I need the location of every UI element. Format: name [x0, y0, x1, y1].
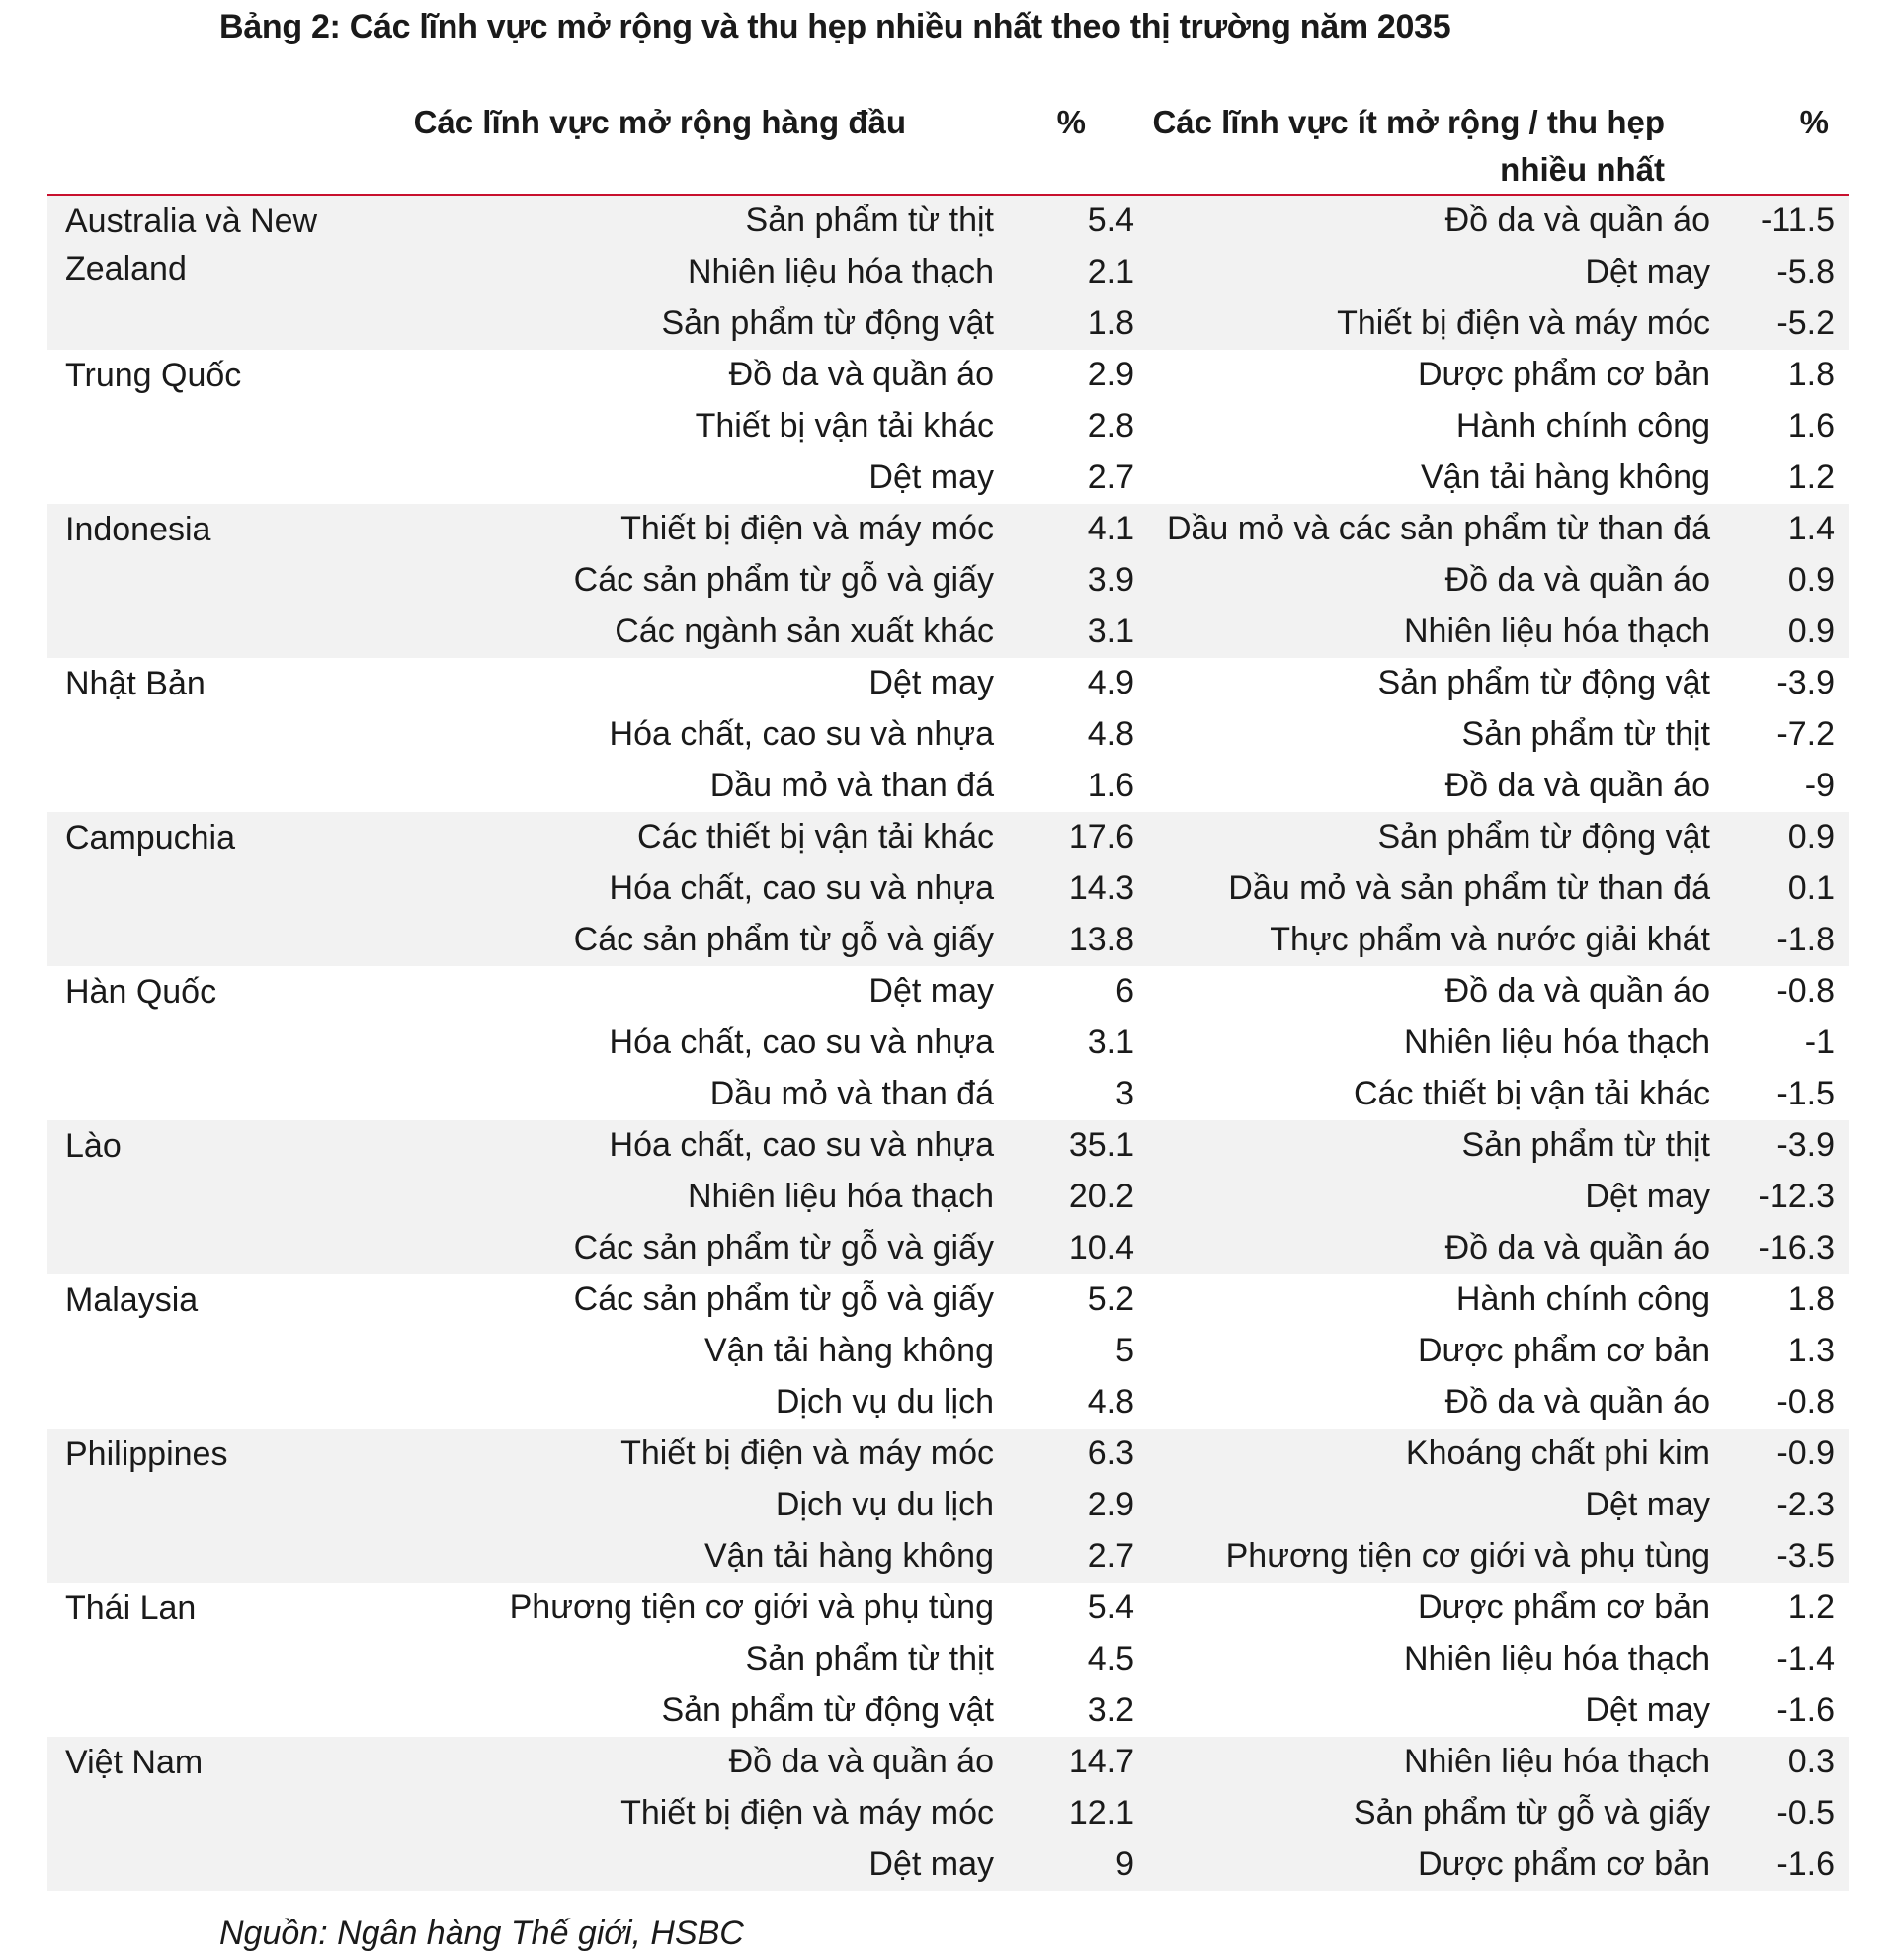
table-row — [47, 350, 1849, 401]
table-row — [47, 452, 1849, 504]
table-row — [47, 298, 1849, 350]
shrink-sector: Dầu mỏ và các sản phẩm từ than đá — [1166, 510, 1710, 547]
expand-pct: 3.1 — [1087, 612, 1134, 650]
shrink-pct: -1.5 — [1776, 1075, 1835, 1112]
expand-sector: Đồ da và quần áo — [728, 356, 994, 393]
shrink-sector: Sản phẩm từ thịt — [1461, 1126, 1710, 1164]
expand-sector: Các ngành sản xuất khác — [615, 612, 994, 650]
expand-sector: Hóa chất, cao su và nhựa — [609, 1023, 994, 1061]
expand-sector: Thiết bị điện và máy móc — [620, 1434, 994, 1472]
expand-pct: 4.9 — [1087, 664, 1134, 701]
shrink-pct: 0.9 — [1787, 818, 1835, 856]
table-row — [47, 247, 1849, 298]
expand-sector: Dệt may — [868, 664, 994, 701]
country-group — [47, 350, 1849, 504]
shrink-pct: -1 — [1804, 1023, 1835, 1061]
shrink-pct: 1.4 — [1787, 510, 1835, 547]
country-group — [47, 966, 1849, 1120]
shrink-sector: Nhiên liệu hóa thạch — [1403, 612, 1710, 650]
country-group — [47, 1583, 1849, 1737]
expand-pct: 4.5 — [1087, 1640, 1134, 1677]
expand-pct: 35.1 — [1068, 1126, 1134, 1164]
shrink-sector: Phương tiện cơ giới và phụ tùng — [1225, 1537, 1710, 1575]
expand-sector: Thiết bị điện và máy móc — [620, 510, 994, 547]
shrink-sector: Nhiên liệu hóa thạch — [1403, 1640, 1710, 1677]
table-row — [47, 1429, 1849, 1480]
table-row — [47, 658, 1849, 709]
table-row — [47, 709, 1849, 761]
shrink-pct: 1.3 — [1787, 1332, 1835, 1369]
table-row — [47, 1069, 1849, 1120]
expand-sector: Dầu mỏ và than đá — [709, 767, 994, 804]
shrink-pct: -5.8 — [1776, 253, 1835, 290]
expand-sector: Các sản phẩm từ gỗ và giấy — [573, 561, 994, 599]
shrink-pct: -7.2 — [1776, 715, 1835, 753]
table-row — [47, 1480, 1849, 1531]
expand-sector: Vận tải hàng không — [703, 1537, 994, 1575]
country-name: Philippines — [65, 1435, 228, 1473]
country-name: Trung Quốc — [65, 357, 242, 394]
shrink-pct: -0.9 — [1776, 1434, 1835, 1472]
shrink-sector: Hành chính công — [1455, 407, 1710, 445]
shrink-sector: Dệt may — [1585, 1178, 1710, 1215]
shrink-sector: Đồ da và quần áo — [1444, 1229, 1710, 1266]
shrink-pct: -11.5 — [1761, 202, 1835, 239]
header-pct-expand: % — [1056, 104, 1086, 140]
table-row — [47, 1018, 1849, 1069]
shrink-sector: Dệt may — [1585, 1486, 1710, 1523]
expand-pct: 6.3 — [1087, 1434, 1134, 1472]
country-group — [47, 1429, 1849, 1583]
expand-sector: Hóa chất, cao su và nhựa — [609, 1126, 994, 1164]
expand-pct: 12.1 — [1068, 1794, 1134, 1832]
shrink-pct: -1.6 — [1776, 1691, 1835, 1729]
shrink-sector: Đồ da và quần áo — [1444, 767, 1710, 804]
shrink-pct: 0.3 — [1787, 1743, 1835, 1780]
expand-sector: Dịch vụ du lịch — [775, 1383, 994, 1421]
expand-pct: 5 — [1115, 1332, 1134, 1369]
header-shrink-line2: nhiều nhất — [1500, 151, 1665, 188]
shrink-sector: Nhiên liệu hóa thạch — [1403, 1743, 1710, 1780]
expand-pct: 1.8 — [1087, 304, 1134, 342]
country-name: Nhật Bản — [65, 665, 206, 702]
shrink-pct: 0.9 — [1787, 612, 1835, 650]
table-row — [47, 863, 1849, 915]
expand-pct: 4.1 — [1087, 510, 1134, 547]
table-row — [47, 1788, 1849, 1839]
shrink-pct: -1.8 — [1776, 921, 1835, 958]
table-row — [47, 1737, 1849, 1788]
country-name: Việt Nam — [65, 1744, 204, 1781]
expand-pct: 4.8 — [1087, 715, 1134, 753]
expand-pct: 3.1 — [1087, 1023, 1134, 1061]
expand-pct: 20.2 — [1068, 1178, 1134, 1215]
expand-pct: 13.8 — [1068, 921, 1134, 958]
expand-sector: Sản phẩm từ động vật — [661, 1691, 994, 1729]
table-row — [47, 555, 1849, 607]
shrink-sector: Nhiên liệu hóa thạch — [1403, 1023, 1710, 1061]
table-row — [47, 1120, 1849, 1172]
shrink-pct: -12.3 — [1758, 1178, 1835, 1215]
expand-pct: 2.9 — [1087, 356, 1134, 393]
expand-pct: 4.8 — [1087, 1383, 1134, 1421]
country-group — [47, 1120, 1849, 1274]
shrink-sector: Dược phẩm cơ bản — [1417, 1332, 1710, 1369]
shrink-sector: Dược phẩm cơ bản — [1417, 1589, 1710, 1626]
shrink-sector: Đồ da và quần áo — [1444, 561, 1710, 599]
shrink-pct: -0.8 — [1776, 1383, 1835, 1421]
country-name: Australia và New Zealand — [65, 203, 318, 287]
expand-pct: 2.1 — [1087, 253, 1134, 290]
table-row — [47, 1377, 1849, 1429]
shrink-pct: -1.6 — [1776, 1845, 1835, 1883]
table-row — [47, 966, 1849, 1018]
shrink-pct: 1.8 — [1787, 356, 1835, 393]
table-row — [47, 401, 1849, 452]
table-row — [47, 607, 1849, 658]
shrink-sector: Dầu mỏ và sản phẩm từ than đá — [1228, 869, 1710, 907]
shrink-pct: -0.8 — [1776, 972, 1835, 1010]
shrink-sector: Đồ da và quần áo — [1444, 972, 1710, 1010]
shrink-pct: 1.2 — [1787, 458, 1835, 496]
table-row — [47, 1634, 1849, 1685]
shrink-sector: Dược phẩm cơ bản — [1417, 356, 1710, 393]
shrink-sector: Dệt may — [1585, 253, 1710, 290]
expand-pct: 3.2 — [1087, 1691, 1134, 1729]
expand-sector: Dệt may — [868, 1845, 994, 1883]
expand-sector: Dệt may — [868, 972, 994, 1010]
shrink-pct: -1.4 — [1776, 1640, 1835, 1677]
shrink-pct: 1.6 — [1787, 407, 1835, 445]
expand-pct: 14.7 — [1068, 1743, 1134, 1780]
country-group — [47, 812, 1849, 966]
expand-pct: 3 — [1115, 1075, 1134, 1112]
shrink-sector: Sản phẩm từ thịt — [1461, 715, 1710, 753]
expand-sector: Các sản phẩm từ gỗ và giấy — [573, 921, 994, 958]
expand-pct: 5.4 — [1087, 1589, 1134, 1626]
header-expand: Các lĩnh vực mở rộng hàng đầu — [413, 104, 906, 140]
expand-sector: Vận tải hàng không — [703, 1332, 994, 1369]
table-row — [47, 1583, 1849, 1634]
expand-sector: Sản phẩm từ thịt — [745, 202, 994, 239]
table-row — [47, 915, 1849, 966]
table-row — [47, 1531, 1849, 1583]
expand-sector: Dầu mỏ và than đá — [709, 1075, 994, 1112]
country-name: Indonesia — [65, 511, 211, 548]
country-name: Malaysia — [65, 1281, 199, 1319]
shrink-sector: Đồ da và quần áo — [1444, 1383, 1710, 1421]
expand-pct: 2.7 — [1087, 1537, 1134, 1575]
expand-pct: 5.2 — [1087, 1280, 1134, 1318]
table-title: Bảng 2: Các lĩnh vực mở rộng và thu hẹp nhiều nhất theo thị trường năm 2035 — [219, 8, 1451, 45]
expand-sector: Thiết bị vận tải khác — [695, 407, 994, 445]
shrink-pct: -5.2 — [1776, 304, 1835, 342]
header-shrink-line1: Các lĩnh vực ít mở rộng / thu hẹp — [1152, 104, 1665, 140]
shrink-sector: Thiết bị điện và máy móc — [1337, 304, 1710, 342]
country-group — [47, 504, 1849, 658]
source-note: Nguồn: Ngân hàng Thế giới, HSBC — [219, 1915, 744, 1952]
country-group — [47, 196, 1849, 350]
shrink-sector: Sản phẩm từ động vật — [1377, 664, 1710, 701]
expand-sector: Các thiết bị vận tải khác — [637, 818, 994, 856]
country-name: Lào — [65, 1127, 122, 1165]
header-pct-shrink: % — [1799, 104, 1829, 140]
shrink-pct: -9 — [1804, 767, 1835, 804]
table-row — [47, 504, 1849, 555]
table-row — [47, 196, 1849, 247]
expand-pct: 5.4 — [1087, 202, 1134, 239]
expand-sector: Sản phẩm từ động vật — [661, 304, 994, 342]
shrink-sector: Dược phẩm cơ bản — [1417, 1845, 1710, 1883]
country-name: Thái Lan — [65, 1590, 197, 1627]
table-row — [47, 1326, 1849, 1377]
expand-sector: Hóa chất, cao su và nhựa — [609, 715, 994, 753]
expand-sector: Các sản phẩm từ gỗ và giấy — [573, 1280, 994, 1318]
country-name: Campuchia — [65, 819, 235, 857]
shrink-pct: 0.9 — [1787, 561, 1835, 599]
expand-pct: 1.6 — [1087, 767, 1134, 804]
table-row — [47, 761, 1849, 812]
shrink-sector: Hành chính công — [1455, 1280, 1710, 1318]
expand-sector: Dệt may — [868, 458, 994, 496]
table-row — [47, 1172, 1849, 1223]
shrink-sector: Khoáng chất phi kim — [1405, 1434, 1710, 1472]
expand-sector: Sản phẩm từ thịt — [745, 1640, 994, 1677]
shrink-pct: -3.5 — [1776, 1537, 1835, 1575]
shrink-pct: 0.1 — [1787, 869, 1835, 907]
shrink-sector: Sản phẩm từ động vật — [1377, 818, 1710, 856]
expand-pct: 10.4 — [1068, 1229, 1134, 1266]
shrink-sector: Đồ da và quần áo — [1444, 202, 1710, 239]
expand-sector: Nhiên liệu hóa thạch — [687, 1178, 994, 1215]
header-shrink — [1152, 99, 1665, 194]
expand-pct: 6 — [1115, 972, 1134, 1010]
expand-pct: 2.7 — [1087, 458, 1134, 496]
expand-sector: Dịch vụ du lịch — [775, 1486, 994, 1523]
shrink-pct: 1.2 — [1787, 1589, 1835, 1626]
country-group — [47, 1737, 1849, 1891]
expand-pct: 9 — [1115, 1845, 1134, 1883]
expand-pct: 2.8 — [1087, 407, 1134, 445]
expand-pct: 2.9 — [1087, 1486, 1134, 1523]
expand-pct: 17.6 — [1068, 818, 1134, 856]
shrink-sector: Các thiết bị vận tải khác — [1354, 1075, 1710, 1112]
table-row — [47, 1685, 1849, 1737]
shrink-pct: -0.5 — [1776, 1794, 1835, 1832]
shrink-pct: -3.9 — [1776, 1126, 1835, 1164]
expand-pct: 14.3 — [1068, 869, 1134, 907]
expand-sector: Thiết bị điện và máy móc — [620, 1794, 994, 1832]
expand-pct: 3.9 — [1087, 561, 1134, 599]
table-row — [47, 1839, 1849, 1891]
table-row — [47, 812, 1849, 863]
shrink-pct: -2.3 — [1776, 1486, 1835, 1523]
country-name: Hàn Quốc — [65, 973, 217, 1011]
expand-sector: Hóa chất, cao su và nhựa — [609, 869, 994, 907]
table-row — [47, 1223, 1849, 1274]
shrink-sector: Thực phẩm và nước giải khát — [1270, 921, 1710, 958]
shrink-sector: Dệt may — [1585, 1691, 1710, 1729]
expand-sector: Các sản phẩm từ gỗ và giấy — [573, 1229, 994, 1266]
shrink-sector: Vận tải hàng không — [1420, 458, 1710, 496]
shrink-sector: Sản phẩm từ gỗ và giấy — [1353, 1794, 1710, 1832]
shrink-pct: 1.8 — [1787, 1280, 1835, 1318]
shrink-pct: -16.3 — [1758, 1229, 1835, 1266]
table-row — [47, 1274, 1849, 1326]
country-group — [47, 1274, 1849, 1429]
expand-sector: Phương tiện cơ giới và phụ tùng — [509, 1589, 994, 1626]
expand-sector: Đồ da và quần áo — [728, 1743, 994, 1780]
expand-sector: Nhiên liệu hóa thạch — [687, 253, 994, 290]
shrink-pct: -3.9 — [1776, 664, 1835, 701]
country-group — [47, 658, 1849, 812]
